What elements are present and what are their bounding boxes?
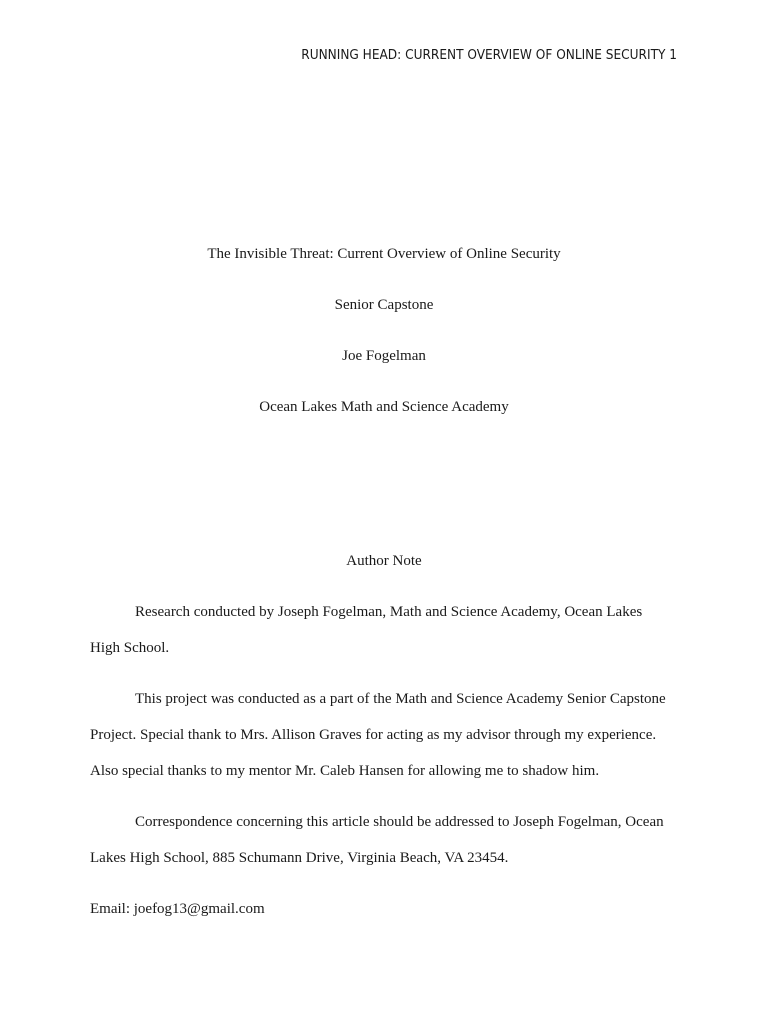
author-note-p1-line1: Research conducted by Joseph Fogelman, Math and Science Academy, Ocean Lakes — [135, 604, 643, 620]
author-note-p2-line3: Also special thanks to my mentor Mr. Caleb Hansen for allowing me to shadow him. — [90, 763, 600, 779]
author-note-p2-line1: This project was conducted as a part of the Math and Science Academy Senior Capstone — [135, 691, 666, 707]
paper-title: The Invisible Threat: Current Overview of Online Security — [207, 246, 561, 262]
author-email: Email: joefog13@gmail.com — [90, 901, 265, 917]
author-note-p3-line1: Correspondence concerning this article should be addressed to Joseph Fogelman, Ocean — [135, 814, 664, 830]
running-head: RUNNING HEAD: CURRENT OVERVIEW OF ONLINE SECURITY 1 — [301, 47, 677, 63]
author-name: Joe Fogelman — [342, 348, 426, 364]
author-note-p1-line2: High School. — [90, 640, 170, 656]
author-note-heading: Author Note — [346, 553, 422, 569]
author-note-p2-line2: Project. Special thank to Mrs. Allison Graves for acting as my advisor through my experience. — [90, 727, 657, 743]
institution-name: Ocean Lakes Math and Science Academy — [259, 399, 509, 415]
author-note-p3-line2: Lakes High School, 885 Schumann Drive, Virginia Beach, VA 23454. — [90, 850, 509, 866]
course-name: Senior Capstone — [334, 297, 434, 313]
